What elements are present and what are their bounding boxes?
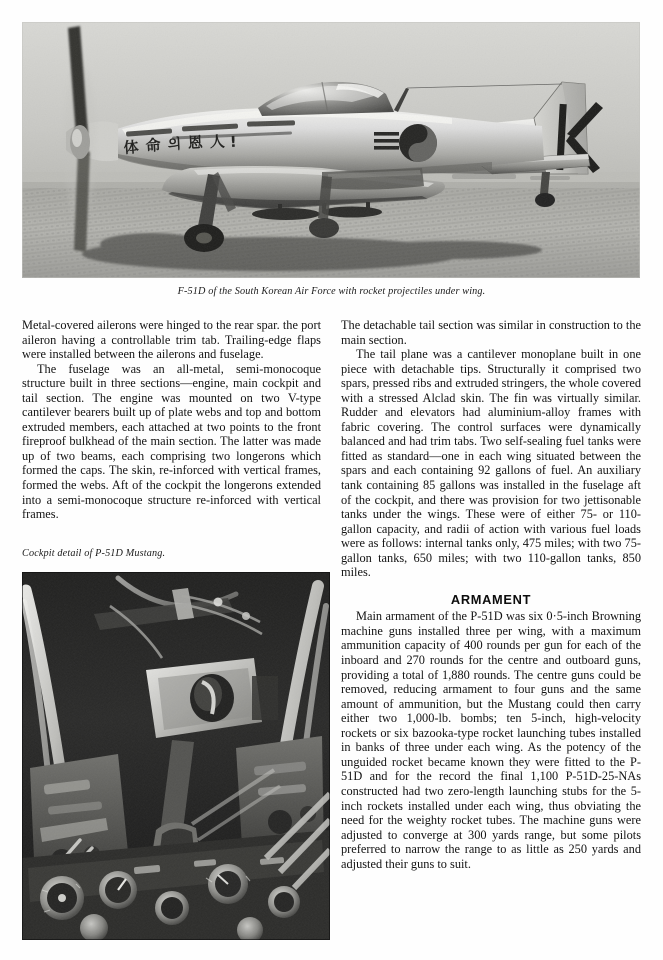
f-51d-south-korean-air-force-photo [22, 22, 640, 278]
cockpit-photo-graphic [22, 572, 330, 940]
paragraph-ailerons: Metal-covered ailerons were hinged to the rear spar. the port aileron having a controllable trim tab. Trailing-edge flaps were installed between the ailerons and fuselage. [22, 318, 321, 362]
cockpit-photo-caption: Cockpit detail of P-51D Mustang. [22, 548, 166, 559]
paragraph-tail-section: The detachable tail section was similar in construction to the main section. [341, 318, 641, 347]
paragraph-tail-plane-and-fuel: The tail plane was a cantilever monoplane built in one piece with detachable tips. Structurally it comprised two spars, pressed ribs and extruded stringers, the whole covered with a stressed Alclad skin. The fin was virtually similar. Rudder and elevators had aluminium-alloy frames with fabric covering. The control surfaces were dynamically balanced and had trim tabs. Two self-sealing fuel tanks were fitted as standard—one in each wing situated between the spars and each containing 92 gallons of fuel. An auxiliary tank containing 85 gallons was installed in the fuselage aft of the cockpit, and there was provision for two jettisonable tanks under the wings. These were of either 75- or 110-gallon capacity, and radii of action with various fuel loads were as follows: internal tanks only, 475 miles; with two 75-gallon tanks, 650 miles; with two 110-gallon tanks, 850 miles. [341, 347, 641, 580]
armament-section-heading: ARMAMENT [450, 591, 532, 607]
left-text-column [22, 318, 321, 522]
paragraph-armament: Main armament of the P-51D was six 0·5-inch Browning machine guns installed three per wing, with a maximum ammunition capacity of 400 rounds per gun for each of the inboard and 270 rounds for the centre and outboard guns, providing a total of 1,880 rounds. The centre guns could be removed, reducing armament to four guns and the same amount of ammunition, but the Mustang could then carry either two 1,000-lb. bombs; ten 5-inch, high-velocity rockets or six bazooka-type rocket launching tubes installed in banks of three under each wing. As the potency of the unguided rocket became known they were fitted to the P-51D and for the record the final 1,100 P-51D-25-NAs constructed had two zero-length launching stubs for the 5-inch rockets installed under each wing, thus obviating the need for the weighty rocket tubes. The machine guns were adjusted to converge at 300 yards range, but some pilots preferred to narrow the range to as little as 250 yards and adjusted their guns to suit. [341, 609, 641, 871]
paragraph-fuselage: The fuselage was an all-metal, semi-monocoque structure built in three sections—engine, main cockpit and tail section. The engine was mounted on two V-type cantilever bearers built up of plate webs and top and bottom extruded members, each attached at two points to the front fireproof bulkhead of the main section. The latter was made up of two beams, each comprising two longerons which formed the caps. The skin, re-inforced with vertical frames, formed the webs. Aft of the cockpit the longerons extended into a semi-monocoque structure re-inforced with vertical frames. [22, 361, 321, 522]
right-text-column [341, 318, 641, 871]
top-photo-caption: F-51D of the South Korean Air Force with rocket projectiles under wing. [177, 286, 486, 297]
f-51d-photo-graphic [22, 22, 640, 278]
p-51d-cockpit-detail-photo [22, 572, 330, 940]
